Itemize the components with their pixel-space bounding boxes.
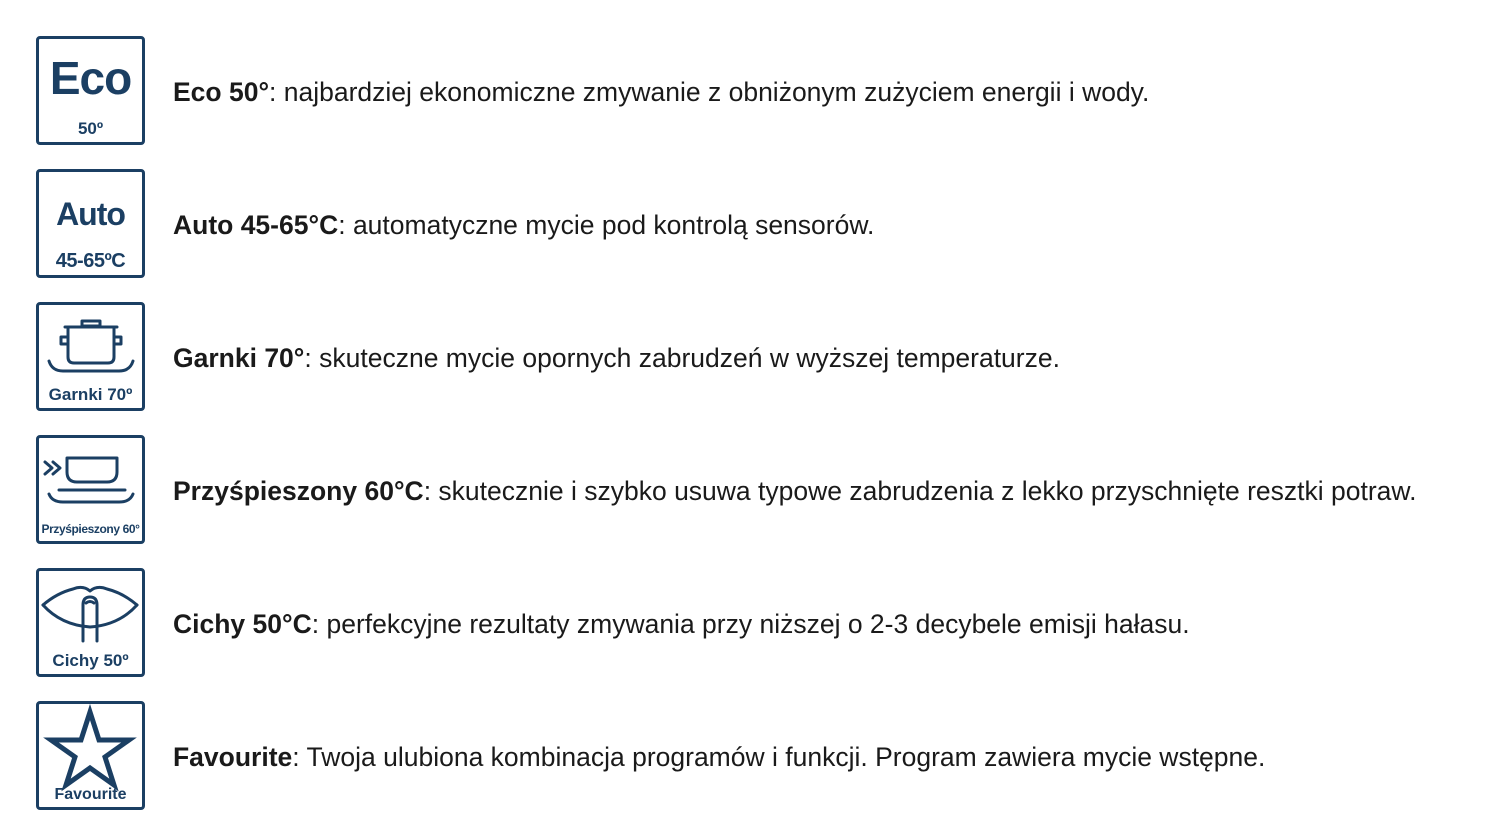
program-list — [36, 36, 1476, 834]
program-row-cichy — [36, 568, 1476, 701]
eco-icon-title: Eco — [49, 52, 132, 104]
program-text: : automatyczne mycie pod kontrolą sensorów. — [338, 210, 875, 240]
program-name: Auto 45-65°C — [173, 210, 339, 240]
auto-icon — [36, 169, 145, 278]
pot-icon — [36, 302, 145, 411]
program-name: Przyśpieszony 60°C — [173, 476, 424, 506]
star-icon — [36, 701, 145, 810]
auto-icon-title: Auto — [56, 196, 125, 232]
program-description-garnki — [173, 343, 1060, 373]
program-row-eco — [36, 36, 1476, 169]
program-name: Cichy 50°C — [173, 609, 312, 639]
auto-icon-temp: 45-65ºC — [55, 250, 126, 272]
program-description-favourite — [173, 742, 1265, 772]
program-text: : najbardziej ekonomiczne zmywanie z obniżonym zużyciem energii i wody. — [269, 77, 1150, 107]
program-row-favourite — [36, 701, 1476, 834]
program-name: Garnki 70° — [173, 343, 305, 373]
quick-dish-icon — [36, 435, 145, 544]
eco-icon-temp: 50º — [77, 119, 104, 138]
program-description-przyspieszony — [173, 476, 1416, 506]
program-name: Favourite — [173, 742, 293, 772]
quiet-finger-icon — [36, 568, 145, 677]
quick-dish-icon-label: Przyśpieszony 60° — [41, 522, 140, 536]
program-name: Eco 50° — [173, 77, 270, 107]
program-row-auto — [36, 169, 1476, 302]
quiet-finger-icon-label: Cichy 50º — [52, 651, 129, 670]
program-row-garnki — [36, 302, 1476, 435]
program-text: : skutecznie i szybko usuwa typowe zabrudzenia z lekko przyschnięte resztki potraw. — [423, 476, 1417, 506]
program-description-cichy — [173, 609, 1190, 639]
program-row-przyspieszony — [36, 435, 1476, 568]
program-description-eco — [173, 77, 1149, 107]
program-description-auto — [173, 210, 874, 240]
pot-icon-label: Garnki 70º — [48, 385, 133, 404]
program-text: : skuteczne mycie opornych zabrudzeń w wyższej temperaturze. — [304, 343, 1060, 373]
program-text: : perfekcyjne rezultaty zmywania przy niższej o 2-3 decybele emisji hałasu. — [311, 609, 1190, 639]
eco-icon — [36, 36, 145, 145]
star-icon-label: Favourite — [54, 786, 127, 803]
program-text: : Twoja ulubiona kombinacja programów i funkcji. Program zawiera mycie wstępne. — [292, 742, 1266, 772]
